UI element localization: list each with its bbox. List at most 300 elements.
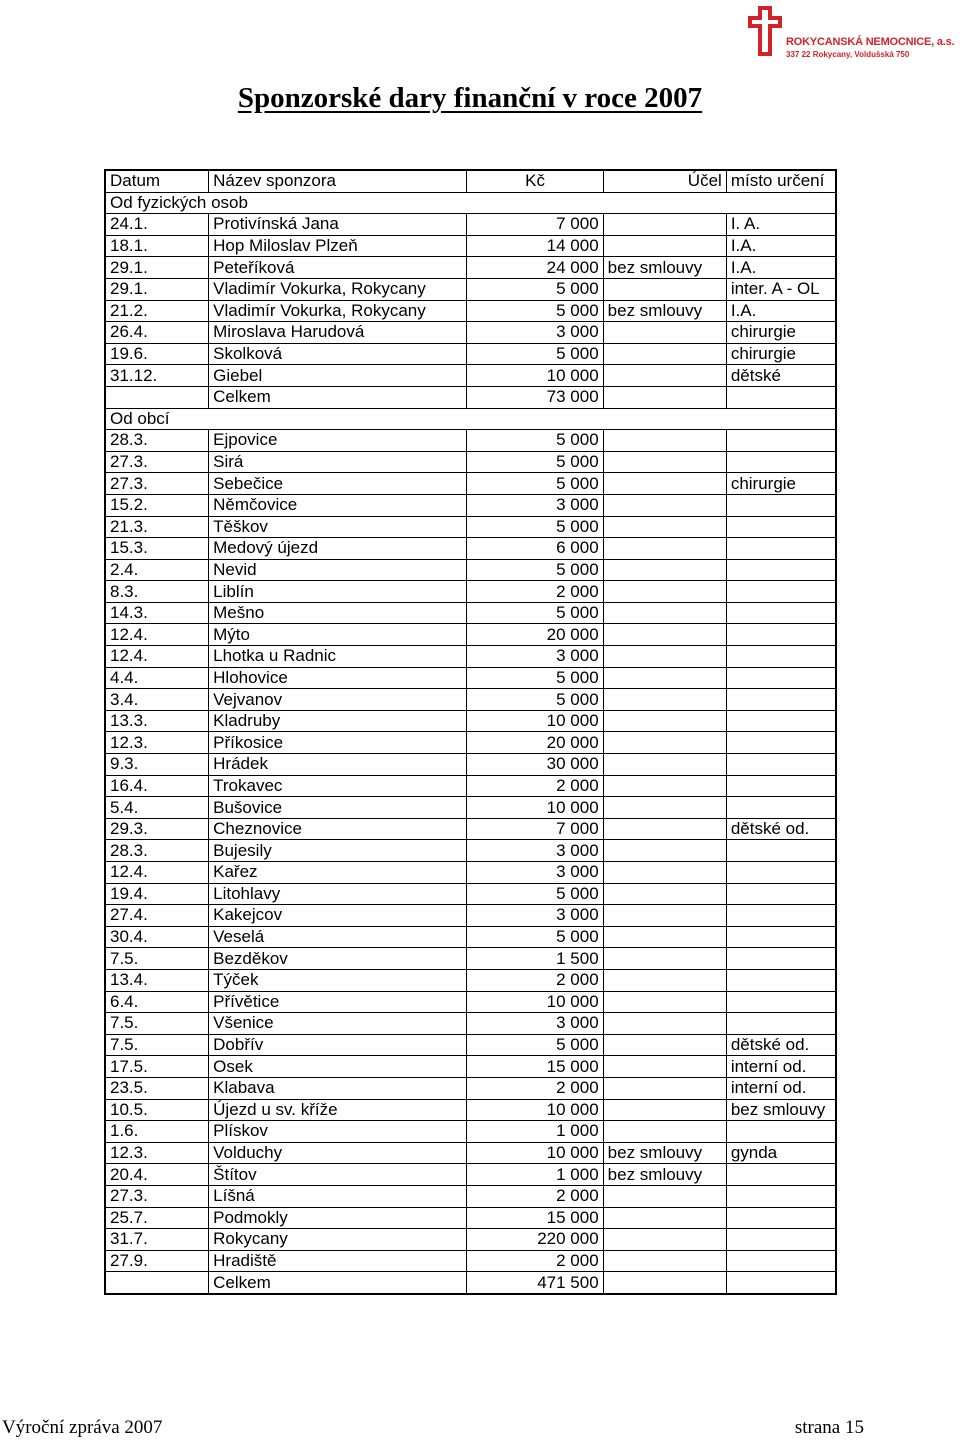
sponsor-cell: Kařez: [209, 862, 467, 884]
destination-cell: místo určení: [726, 170, 836, 192]
hospital-logo: [748, 6, 955, 59]
footer-page-number: strana 15: [794, 1417, 864, 1438]
destination-cell: dětské: [726, 365, 836, 387]
date-cell: 2.4.: [105, 559, 209, 581]
destination-cell: I.A.: [726, 235, 836, 257]
date-cell: 28.3.: [105, 840, 209, 862]
amount-cell: 1 000: [467, 1164, 603, 1186]
destination-cell: [726, 840, 836, 862]
purpose-cell: [603, 797, 726, 819]
sponsor-cell: Medový újezd: [209, 538, 467, 560]
destination-cell: chirurgie: [726, 322, 836, 344]
purpose-cell: [603, 430, 726, 452]
purpose-cell: [603, 818, 726, 840]
table-row: [105, 689, 836, 711]
sponsor-cell: Nevid: [209, 559, 467, 581]
table-row: [105, 386, 836, 408]
amount-cell: 2 000: [467, 1185, 603, 1207]
date-cell: 28.3.: [105, 430, 209, 452]
table-row: [105, 1142, 836, 1164]
amount-cell: 14 000: [467, 235, 603, 257]
sponsor-cell: Protivínská Jana: [209, 214, 467, 236]
date-cell: 7.5.: [105, 948, 209, 970]
amount-cell: 20 000: [467, 624, 603, 646]
destination-cell: I.A.: [726, 257, 836, 279]
amount-cell: 1 500: [467, 948, 603, 970]
purpose-cell: [603, 451, 726, 473]
purpose-cell: [603, 1250, 726, 1272]
date-cell: 24.1.: [105, 214, 209, 236]
destination-cell: [726, 1250, 836, 1272]
amount-cell: 10 000: [467, 1099, 603, 1121]
section-row-individuals: [105, 192, 836, 214]
destination-cell: [726, 1185, 836, 1207]
date-cell: 7.5.: [105, 1034, 209, 1056]
table-row: [105, 516, 836, 538]
purpose-cell: bez smlouvy: [603, 300, 726, 322]
purpose-cell: [603, 710, 726, 732]
table-row: [105, 257, 836, 279]
sponsor-cell: Hlohovice: [209, 667, 467, 689]
table-row: [105, 948, 836, 970]
date-cell: 18.1.: [105, 235, 209, 257]
date-cell: 14.3.: [105, 602, 209, 624]
date-cell: 1.6.: [105, 1121, 209, 1143]
section-label: Od obcí: [105, 408, 836, 430]
date-cell: 23.5.: [105, 1077, 209, 1099]
date-cell: 19.4.: [105, 883, 209, 905]
date-cell: 27.3.: [105, 473, 209, 495]
date-cell: 16.4.: [105, 775, 209, 797]
table-row: [105, 710, 836, 732]
sponsor-cell: Mešno: [209, 602, 467, 624]
purpose-cell: [603, 1077, 726, 1099]
table-row: [105, 905, 836, 927]
date-cell: 12.3.: [105, 1142, 209, 1164]
sponsor-cell: Líšná: [209, 1185, 467, 1207]
amount-cell: 5 000: [467, 883, 603, 905]
purpose-cell: [603, 948, 726, 970]
amount-cell: 10 000: [467, 365, 603, 387]
date-cell: 12.3.: [105, 732, 209, 754]
destination-cell: [726, 624, 836, 646]
date-cell: 25.7.: [105, 1207, 209, 1229]
red-cross-icon: [748, 6, 788, 56]
purpose-cell: [603, 775, 726, 797]
sponsor-cell: Celkem: [209, 386, 467, 408]
table-row: [105, 322, 836, 344]
purpose-cell: [603, 386, 726, 408]
sponsor-cell: Hop Miloslav Plzeň: [209, 235, 467, 257]
table-row: [105, 1207, 836, 1229]
destination-cell: [726, 451, 836, 473]
sponsor-cell: Příkosice: [209, 732, 467, 754]
table-row: [105, 991, 836, 1013]
destination-cell: [726, 667, 836, 689]
destination-cell: [726, 646, 836, 668]
date-cell: 7.5.: [105, 1013, 209, 1035]
sponsor-cell: Vladimír Vokurka, Rokycany: [209, 278, 467, 300]
date-cell: 12.4.: [105, 646, 209, 668]
amount-cell: 30 000: [467, 754, 603, 776]
table-row: [105, 883, 836, 905]
amount-cell: 10 000: [467, 991, 603, 1013]
destination-cell: [726, 775, 836, 797]
amount-cell: 2 000: [467, 581, 603, 603]
sponsor-cell: Kladruby: [209, 710, 467, 732]
amount-cell: 5 000: [467, 473, 603, 495]
destination-cell: [726, 430, 836, 452]
sponsor-cell: Bujesily: [209, 840, 467, 862]
purpose-cell: [603, 559, 726, 581]
amount-cell: 2 000: [467, 775, 603, 797]
sponsor-cell: Všenice: [209, 1013, 467, 1035]
purpose-cell: [603, 883, 726, 905]
sponsor-cell: Hradiště: [209, 1250, 467, 1272]
logo-address: 337 22 Rokycany, Voldušská 750: [786, 50, 910, 59]
table-row: [105, 473, 836, 495]
destination-cell: [726, 386, 836, 408]
sponsor-cell: Přívětice: [209, 991, 467, 1013]
amount-cell: 6 000: [467, 538, 603, 560]
sponsor-cell: Kakejcov: [209, 905, 467, 927]
destination-cell: interní od.: [726, 1056, 836, 1078]
date-cell: 19.6.: [105, 343, 209, 365]
destination-cell: [726, 883, 836, 905]
sponsor-cell: Vladimír Vokurka, Rokycany: [209, 300, 467, 322]
table-header-row: [105, 170, 836, 192]
table-row: [105, 581, 836, 603]
sponsor-cell: Liblín: [209, 581, 467, 603]
sponsor-cell: Plískov: [209, 1121, 467, 1143]
destination-cell: inter. A - OL: [726, 278, 836, 300]
purpose-cell: Účel: [603, 170, 726, 192]
amount-cell: 3 000: [467, 322, 603, 344]
amount-cell: 3 000: [467, 840, 603, 862]
sponsor-cell: Litohlavy: [209, 883, 467, 905]
amount-cell: 1 000: [467, 1121, 603, 1143]
sponsor-cell: Štítov: [209, 1164, 467, 1186]
date-cell: 4.4.: [105, 667, 209, 689]
date-cell: [105, 1272, 209, 1294]
date-cell: [105, 386, 209, 408]
purpose-cell: bez smlouvy: [603, 1164, 726, 1186]
amount-cell: 220 000: [467, 1229, 603, 1251]
destination-cell: [726, 862, 836, 884]
destination-cell: [726, 1013, 836, 1035]
purpose-cell: [603, 1229, 726, 1251]
amount-cell: 3 000: [467, 905, 603, 927]
date-cell: 31.12.: [105, 365, 209, 387]
destination-cell: gynda: [726, 1142, 836, 1164]
sponsor-cell: Trokavec: [209, 775, 467, 797]
sponsor-cell: Skolková: [209, 343, 467, 365]
date-cell: 21.3.: [105, 516, 209, 538]
sponsor-cell: Peteříková: [209, 257, 467, 279]
amount-cell: 5 000: [467, 1034, 603, 1056]
amount-cell: 5 000: [467, 343, 603, 365]
date-cell: 12.4.: [105, 862, 209, 884]
amount-cell: 5 000: [467, 278, 603, 300]
destination-cell: [726, 602, 836, 624]
purpose-cell: [603, 624, 726, 646]
destination-cell: chirurgie: [726, 473, 836, 495]
table-row: [105, 1164, 836, 1186]
destination-cell: [726, 991, 836, 1013]
sponsor-cell: Název sponzora: [209, 170, 467, 192]
amount-cell: 5 000: [467, 667, 603, 689]
purpose-cell: bez smlouvy: [603, 1142, 726, 1164]
amount-cell: 3 000: [467, 862, 603, 884]
purpose-cell: [603, 1121, 726, 1143]
sponsor-cell: Klabava: [209, 1077, 467, 1099]
table-row: [105, 775, 836, 797]
table-row: [105, 840, 836, 862]
date-cell: 13.3.: [105, 710, 209, 732]
date-cell: 27.4.: [105, 905, 209, 927]
purpose-cell: [603, 1034, 726, 1056]
table-row: [105, 278, 836, 300]
sponsor-cell: Lhotka u Radnic: [209, 646, 467, 668]
date-cell: 15.3.: [105, 538, 209, 560]
destination-cell: [726, 926, 836, 948]
purpose-cell: [603, 689, 726, 711]
purpose-cell: [603, 494, 726, 516]
date-cell: 27.3.: [105, 451, 209, 473]
sponsor-cell: Osek: [209, 1056, 467, 1078]
purpose-cell: [603, 322, 726, 344]
sponsor-cell: Veselá: [209, 926, 467, 948]
amount-cell: 73 000: [467, 386, 603, 408]
purpose-cell: [603, 538, 726, 560]
table-row: [105, 1250, 836, 1272]
date-cell: 29.1.: [105, 257, 209, 279]
amount-cell: 2 000: [467, 1077, 603, 1099]
sponsor-cell: Giebel: [209, 365, 467, 387]
purpose-cell: [603, 754, 726, 776]
date-cell: 27.9.: [105, 1250, 209, 1272]
date-cell: 12.4.: [105, 624, 209, 646]
purpose-cell: [603, 278, 726, 300]
sponsor-cell: Podmokly: [209, 1207, 467, 1229]
amount-cell: 2 000: [467, 969, 603, 991]
table-row: [105, 624, 836, 646]
amount-cell: 5 000: [467, 516, 603, 538]
date-cell: 30.4.: [105, 926, 209, 948]
destination-cell: chirurgie: [726, 343, 836, 365]
purpose-cell: [603, 667, 726, 689]
amount-cell: 15 000: [467, 1056, 603, 1078]
sponsor-cell: Bezděkov: [209, 948, 467, 970]
date-cell: 15.2.: [105, 494, 209, 516]
table-row: [105, 1056, 836, 1078]
sponsor-cell: Volduchy: [209, 1142, 467, 1164]
destination-cell: [726, 710, 836, 732]
table-row: [105, 797, 836, 819]
table-row: [105, 1121, 836, 1143]
table-row: [105, 602, 836, 624]
table-row: [105, 667, 836, 689]
table-row: [105, 1034, 836, 1056]
sponsor-cell: Celkem: [209, 1272, 467, 1294]
destination-cell: bez smlouvy: [726, 1099, 836, 1121]
destination-cell: [726, 754, 836, 776]
purpose-cell: [603, 343, 726, 365]
sponsor-cell: Hrádek: [209, 754, 467, 776]
sponsor-cell: Sirá: [209, 451, 467, 473]
table-row: [105, 343, 836, 365]
amount-cell: 3 000: [467, 646, 603, 668]
date-cell: 31.7.: [105, 1229, 209, 1251]
purpose-cell: [603, 602, 726, 624]
date-cell: 26.4.: [105, 322, 209, 344]
destination-cell: [726, 1207, 836, 1229]
destination-cell: [726, 1121, 836, 1143]
purpose-cell: [603, 646, 726, 668]
destination-cell: [726, 732, 836, 754]
purpose-cell: [603, 516, 726, 538]
footer-report-title: Výroční zpráva 2007: [2, 1417, 163, 1438]
amount-cell: 2 000: [467, 1250, 603, 1272]
table-row: [105, 214, 836, 236]
destination-cell: I.A.: [726, 300, 836, 322]
date-cell: 5.4.: [105, 797, 209, 819]
destination-cell: [726, 905, 836, 927]
amount-cell: 10 000: [467, 797, 603, 819]
table-row: [105, 1077, 836, 1099]
table-row: [105, 451, 836, 473]
sponsor-cell: Újezd u sv. kříže: [209, 1099, 467, 1121]
amount-cell: 5 000: [467, 926, 603, 948]
destination-cell: [726, 1229, 836, 1251]
sponsor-cell: Bušovice: [209, 797, 467, 819]
destination-cell: [726, 689, 836, 711]
table-row: [105, 300, 836, 322]
destination-cell: [726, 948, 836, 970]
purpose-cell: [603, 214, 726, 236]
sponsor-cell: Sebečice: [209, 473, 467, 495]
purpose-cell: [603, 581, 726, 603]
logo-name: ROKYCANSKÁ NEMOCNICE, a.s.: [786, 36, 955, 48]
table-row: [105, 969, 836, 991]
purpose-cell: [603, 862, 726, 884]
date-cell: 6.4.: [105, 991, 209, 1013]
amount-cell: Kč: [467, 170, 603, 192]
sponsor-cell: Dobřív: [209, 1034, 467, 1056]
amount-cell: 5 000: [467, 300, 603, 322]
table-row: [105, 732, 836, 754]
table-row: [105, 365, 836, 387]
purpose-cell: [603, 365, 726, 387]
date-cell: 21.2.: [105, 300, 209, 322]
amount-cell: 5 000: [467, 559, 603, 581]
sponsor-cell: Týček: [209, 969, 467, 991]
sponsor-cell: Těškov: [209, 516, 467, 538]
table-row: [105, 862, 836, 884]
table-row: [105, 926, 836, 948]
destination-cell: dětské od.: [726, 1034, 836, 1056]
amount-cell: 15 000: [467, 1207, 603, 1229]
destination-cell: [726, 969, 836, 991]
date-cell: 27.3.: [105, 1185, 209, 1207]
destination-cell: interní od.: [726, 1077, 836, 1099]
sponsor-cell: Rokycany: [209, 1229, 467, 1251]
table-row: [105, 1185, 836, 1207]
table-row: [105, 1099, 836, 1121]
date-cell: 17.5.: [105, 1056, 209, 1078]
amount-cell: 10 000: [467, 710, 603, 732]
sponsor-cell: Němčovice: [209, 494, 467, 516]
amount-cell: 24 000: [467, 257, 603, 279]
table-row: [105, 646, 836, 668]
amount-cell: 7 000: [467, 818, 603, 840]
amount-cell: 5 000: [467, 430, 603, 452]
purpose-cell: [603, 235, 726, 257]
amount-cell: 3 000: [467, 494, 603, 516]
section-label: Od fyzických osob: [105, 192, 836, 214]
date-cell: 9.3.: [105, 754, 209, 776]
date-cell: 29.3.: [105, 818, 209, 840]
date-cell: 20.4.: [105, 1164, 209, 1186]
table-row: [105, 430, 836, 452]
table-row: [105, 818, 836, 840]
table-row: [105, 559, 836, 581]
sponsor-cell: Mýto: [209, 624, 467, 646]
table-row: [105, 1013, 836, 1035]
date-cell: 3.4.: [105, 689, 209, 711]
sponsor-cell: Ejpovice: [209, 430, 467, 452]
sponsor-cell: Cheznovice: [209, 818, 467, 840]
amount-cell: 471 500: [467, 1272, 603, 1294]
destination-cell: dětské od.: [726, 818, 836, 840]
sponsor-cell: Miroslava Harudová: [209, 322, 467, 344]
amount-cell: 7 000: [467, 214, 603, 236]
purpose-cell: bez smlouvy: [603, 257, 726, 279]
destination-cell: [726, 559, 836, 581]
date-cell: Datum: [105, 170, 209, 192]
date-cell: 10.5.: [105, 1099, 209, 1121]
destination-cell: I. A.: [726, 214, 836, 236]
table-row: [105, 1229, 836, 1251]
table-row: [105, 1272, 836, 1294]
destination-cell: [726, 1164, 836, 1186]
table-row: [105, 494, 836, 516]
date-cell: 29.1.: [105, 278, 209, 300]
amount-cell: 10 000: [467, 1142, 603, 1164]
amount-cell: 3 000: [467, 1013, 603, 1035]
purpose-cell: [603, 1185, 726, 1207]
purpose-cell: [603, 969, 726, 991]
purpose-cell: [603, 1013, 726, 1035]
amount-cell: 20 000: [467, 732, 603, 754]
purpose-cell: [603, 991, 726, 1013]
table-row: [105, 538, 836, 560]
date-cell: 8.3.: [105, 581, 209, 603]
destination-cell: [726, 494, 836, 516]
sponsor-table: [104, 169, 837, 1295]
purpose-cell: [603, 1272, 726, 1294]
purpose-cell: [603, 732, 726, 754]
destination-cell: [726, 797, 836, 819]
sponsor-cell: Vejvanov: [209, 689, 467, 711]
purpose-cell: [603, 926, 726, 948]
amount-cell: 5 000: [467, 689, 603, 711]
purpose-cell: [603, 473, 726, 495]
amount-cell: 5 000: [467, 451, 603, 473]
purpose-cell: [603, 1207, 726, 1229]
destination-cell: [726, 581, 836, 603]
purpose-cell: [603, 1099, 726, 1121]
